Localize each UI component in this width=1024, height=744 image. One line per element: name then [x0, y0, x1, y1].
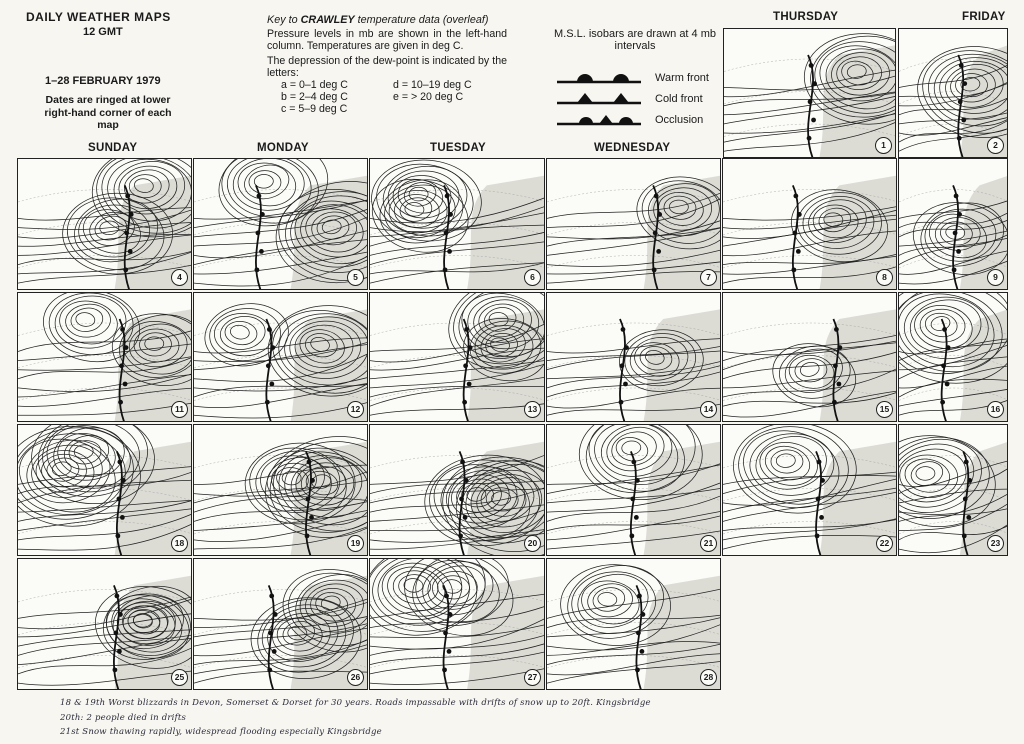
- weather-map-7: [546, 158, 721, 290]
- isobar-chart-13: [370, 293, 545, 422]
- date-ring: 5: [347, 269, 364, 286]
- date-ring: 27: [524, 669, 541, 686]
- dewpoint-letter-a: a = 0–1 deg C: [281, 79, 348, 92]
- weather-map-8: [722, 158, 897, 290]
- isobar-chart-14: [547, 293, 721, 422]
- cold-front-symbol: [555, 91, 645, 107]
- isobar-chart-20: [370, 425, 545, 556]
- isobar-chart-7: [547, 159, 721, 290]
- weather-map-20: [369, 424, 545, 556]
- isobar-chart-12: [194, 293, 368, 422]
- date-ring: 23: [987, 535, 1004, 552]
- weather-map-16: [898, 292, 1008, 422]
- weather-map-27: [369, 558, 545, 690]
- page-title: DAILY WEATHER MAPS: [26, 10, 171, 24]
- isobar-chart-4: [18, 159, 192, 290]
- date-ring: 14: [700, 401, 717, 418]
- date-range: 1–28 FEBRUARY 1979: [45, 75, 161, 87]
- date-ring: 20: [524, 535, 541, 552]
- weather-map-22: [722, 424, 897, 556]
- date-ring: 6: [524, 269, 541, 286]
- isobar-chart-11: [18, 293, 192, 422]
- handwritten-note-3: 21st Snow thawing rapidly, widespread flooding especially Kingsbridge: [60, 727, 382, 737]
- key-title-post: temperature data (overleaf): [357, 14, 489, 26]
- observation-time: 12 GMT: [83, 26, 123, 38]
- isobar-chart-28: [547, 559, 721, 690]
- key-title-pre: Key to: [267, 14, 298, 26]
- occlusion-symbol: [555, 112, 645, 128]
- weather-map-14: [546, 292, 721, 422]
- isobar-chart-21: [547, 425, 721, 556]
- weather-map-1: [723, 28, 896, 158]
- date-ring: 28: [700, 669, 717, 686]
- date-ring: 7: [700, 269, 717, 286]
- dewpoint-letters: [281, 79, 507, 116]
- date-ring: 25: [171, 669, 188, 686]
- date-ring: 18: [171, 535, 188, 552]
- weather-map-4: [17, 158, 192, 290]
- weather-map-11: [17, 292, 192, 422]
- isobar-chart-22: [723, 425, 897, 556]
- date-ring: 9: [987, 269, 1004, 286]
- weather-map-12: [193, 292, 368, 422]
- date-ring: 19: [347, 535, 364, 552]
- day-header-tuesday: TUESDAY: [430, 142, 486, 154]
- key-pressure-text: Pressure levels in mb are shown in the left-hand column. Temperatures are given in deg C.: [267, 28, 507, 53]
- isobar-chart-8: [723, 159, 897, 290]
- date-ring: 1: [875, 137, 892, 154]
- date-ring: 2: [987, 137, 1004, 154]
- date-ring: 8: [876, 269, 893, 286]
- weather-map-13: [369, 292, 545, 422]
- day-header-friday: FRIDAY: [962, 11, 1006, 23]
- key-block: [267, 14, 507, 116]
- weather-map-21: [546, 424, 721, 556]
- day-header-sunday: SUNDAY: [88, 142, 138, 154]
- isobar-chart-19: [194, 425, 368, 556]
- date-ring: 15: [876, 401, 893, 418]
- date-ring: 16: [987, 401, 1004, 418]
- ring-note: Dates are ringed at lower right-hand corner of each map: [44, 94, 172, 131]
- day-header-wednesday: WEDNESDAY: [594, 142, 671, 154]
- isobar-chart-1: [724, 29, 896, 158]
- handwritten-note-2: 20th: 2 people died in drifts: [60, 713, 187, 723]
- weather-map-19: [193, 424, 368, 556]
- date-ring: 4: [171, 269, 188, 286]
- legend-cold-front: [555, 91, 725, 107]
- dewpoint-letter-b: b = 2–4 deg C: [281, 91, 348, 104]
- weather-map-23: [898, 424, 1008, 556]
- date-ring: 21: [700, 535, 717, 552]
- weather-map-6: [369, 158, 545, 290]
- dewpoint-letter-d: d = 10–19 deg C: [393, 79, 472, 92]
- occlusion-label: Occlusion: [655, 114, 704, 126]
- date-ring: 26: [347, 669, 364, 686]
- date-ring: 11: [171, 401, 188, 418]
- date-ring: 22: [876, 535, 893, 552]
- weather-map-28: [546, 558, 721, 690]
- isobar-chart-5: [194, 159, 368, 290]
- weather-map-18: [17, 424, 192, 556]
- handwritten-note-1: 18 & 19th Worst blizzards in Devon, Somerset & Dorset for 30 years. Roads impassable with drifts of snow up to 20ft. Kingsbridge: [60, 698, 651, 708]
- warm-front-label: Warm front: [655, 72, 709, 84]
- isobar-chart-18: [18, 425, 192, 556]
- day-header-monday: MONDAY: [257, 142, 309, 154]
- dewpoint-letter-c: c = 5–9 deg C: [281, 103, 348, 116]
- isobar-chart-6: [370, 159, 545, 290]
- isobar-chart-26: [194, 559, 368, 690]
- isobar-chart-15: [723, 293, 897, 422]
- day-header-thursday: THURSDAY: [773, 11, 839, 23]
- key-title: [267, 14, 507, 26]
- date-ring: 12: [347, 401, 364, 418]
- weather-map-26: [193, 558, 368, 690]
- weather-map-25: [17, 558, 192, 690]
- date-ring: 13: [524, 401, 541, 418]
- dewpoint-letter-e: e = > 20 deg C: [393, 91, 464, 104]
- weather-map-9: [898, 158, 1008, 290]
- cold-front-label: Cold front: [655, 93, 703, 105]
- weather-map-2: [898, 28, 1008, 158]
- isobar-note: M.S.L. isobars are drawn at 4 mb intervals: [553, 28, 716, 52]
- weather-map-5: [193, 158, 368, 290]
- warm-front-symbol: [555, 70, 645, 86]
- isobar-chart-25: [18, 559, 192, 690]
- key-title-place: CRAWLEY: [300, 14, 355, 26]
- isobar-chart-27: [370, 559, 545, 690]
- key-dewpoint-text: The depression of the dew-point is indicated by the letters:: [267, 54, 507, 79]
- legend-occlusion: [555, 112, 725, 128]
- weather-map-15: [722, 292, 897, 422]
- legend-warm-front: [555, 70, 725, 86]
